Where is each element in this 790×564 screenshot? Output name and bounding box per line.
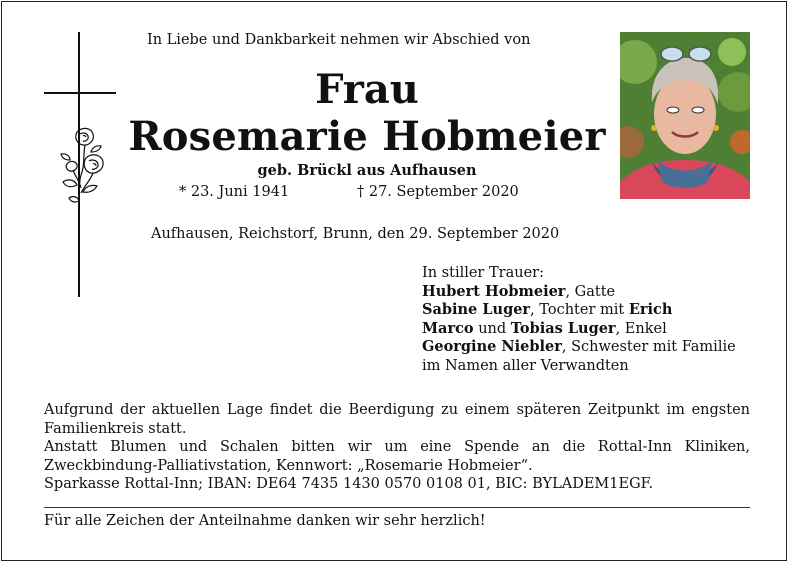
mourner-name: Georgine Niebler xyxy=(422,338,562,355)
obituary-notice xyxy=(1,1,787,561)
birth-name: geb. Brückl aus Aufhausen xyxy=(257,162,477,179)
mourners-closing: im Namen aller Verwandten xyxy=(422,357,629,374)
mourner-name: Hubert Hobmeier xyxy=(422,282,566,300)
mourner-relation: , Tochter mit xyxy=(530,302,629,318)
deceased-name: Rosemarie Hobmeier xyxy=(128,113,606,160)
mourner-row xyxy=(422,320,736,339)
mourners-list xyxy=(422,264,736,375)
mourner-relation: , Schwester mit Familie xyxy=(561,339,736,355)
portrait-photo xyxy=(620,32,750,199)
death-date: † 27. September 2020 xyxy=(357,184,519,200)
funeral-info xyxy=(44,401,750,494)
mourner-name: Erich xyxy=(628,301,673,318)
funeral-info-paragraph: Aufgrund der aktuellen Lage findet die Beerdigung zu einem späteren Zeitpunkt im engsten Familienkreis statt. xyxy=(44,402,750,437)
mourner-row xyxy=(422,301,736,320)
donation-info-paragraph: Anstatt Blumen und Schalen bitten wir um eine Spende an die Rottal-Inn Kliniken, Zweckbindung-Palliativstation, Kennwort: „Rosemarie Hobmeier“. xyxy=(44,439,750,474)
mourner-relation: und xyxy=(473,320,511,337)
place-and-date: Aufhausen, Reichstorf, Brunn, den 29. September 2020 xyxy=(151,226,560,242)
mourner-relation: , Gatte xyxy=(565,283,616,300)
portrait-photo-drawing xyxy=(620,32,750,199)
salutation: Frau xyxy=(315,66,419,113)
intro-line: In Liebe und Dankbarkeit nehmen wir Abschied von xyxy=(147,32,531,48)
birth-date: * 23. Juni 1941 xyxy=(179,184,290,200)
mourner-row xyxy=(422,338,736,357)
mourners-heading: In stiller Trauer: xyxy=(422,265,544,281)
divider xyxy=(44,507,750,508)
mourner-name: Marco xyxy=(422,319,474,337)
bank-details: Sparkasse Rottal-Inn; IBAN: DE64 7435 1430 0570 0108 01, BIC: BYLADEM1EGF. xyxy=(44,476,654,492)
mourner-name: Tobias Luger xyxy=(510,319,616,337)
mourner-relation: , Enkel xyxy=(615,320,667,337)
thanks-line: Für alle Zeichen der Anteilnahme danken wir sehr herzlich! xyxy=(44,513,486,529)
mourner-row xyxy=(422,283,736,302)
mourner-name: Sabine Luger xyxy=(422,301,531,318)
